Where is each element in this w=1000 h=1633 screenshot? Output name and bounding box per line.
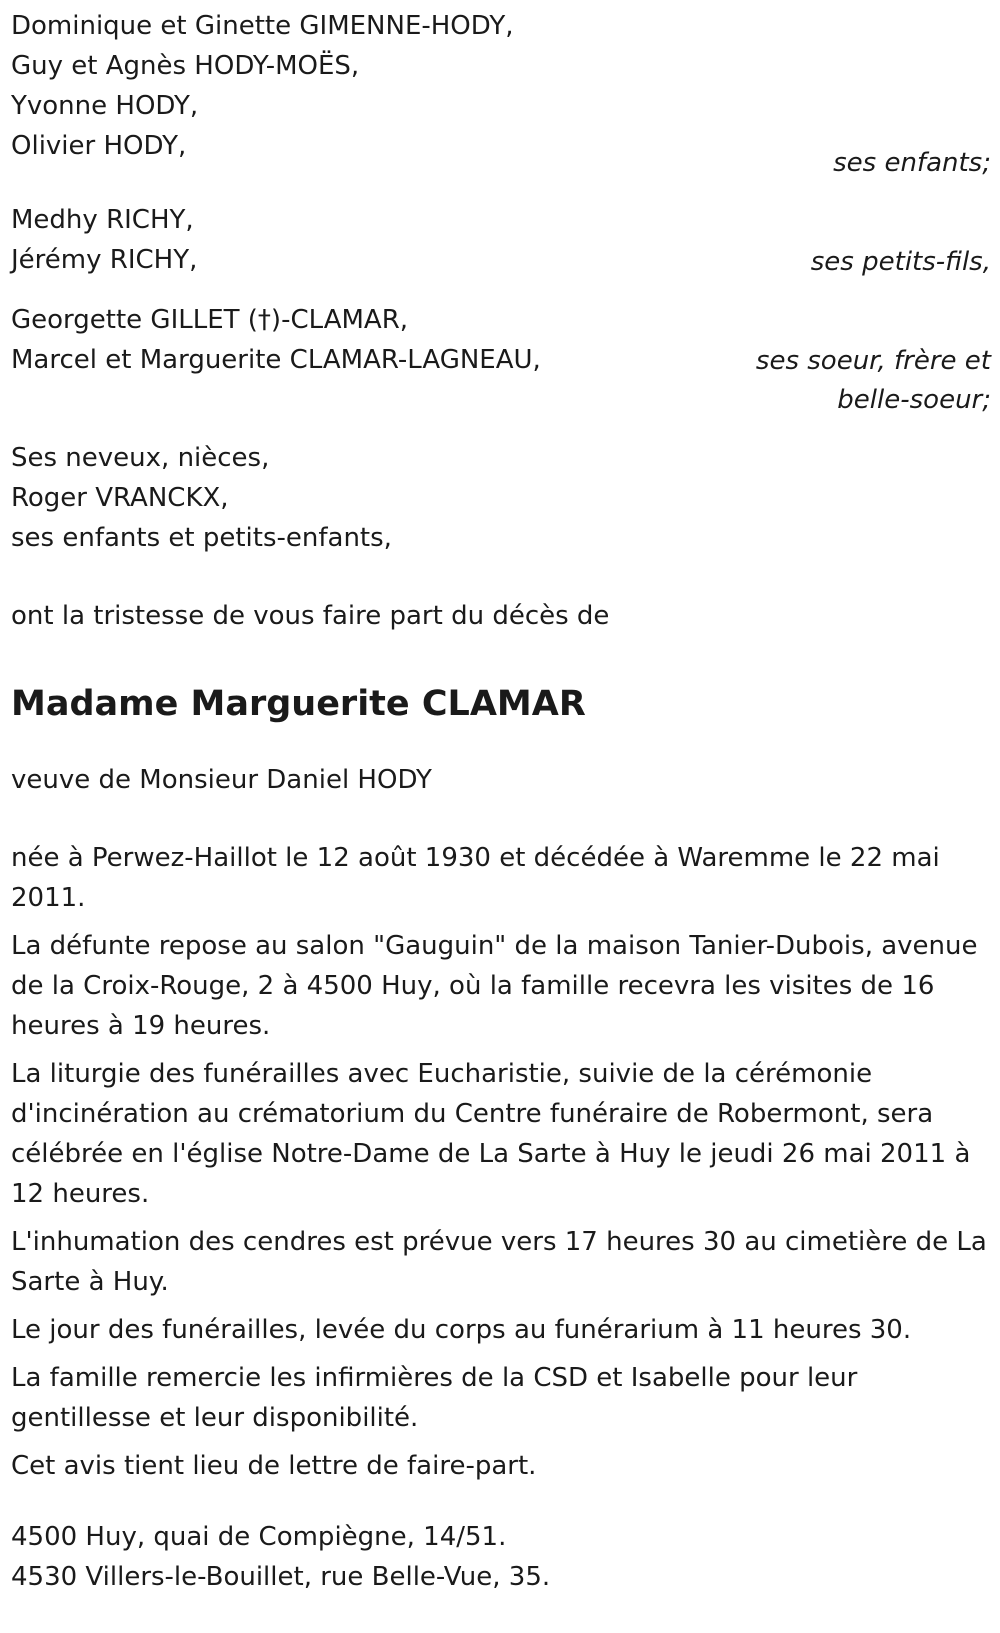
- burial-paragraph: L'inhumation des cendres est prévue vers 17 heures 30 au cimetière de La Sarte à Huy.: [11, 1227, 987, 1297]
- family-name-line: Dominique et Ginette GIMENNE-HODY,: [11, 11, 514, 41]
- birth-death-paragraph: née à Perwez-Haillot le 12 août 1930 et décédée à Waremme le 22 mai 2011.: [11, 843, 940, 913]
- deceased-name-heading: Madame Marguerite CLAMAR: [11, 684, 586, 724]
- family-name-line: Jérémy RICHY,: [11, 245, 198, 275]
- family-name-line: Olivier HODY,: [11, 131, 187, 161]
- family-name-line: Marcel et Marguerite CLAMAR-LAGNEAU,: [11, 345, 541, 375]
- family-name-line: Guy et Agnès HODY-MOËS,: [11, 51, 360, 81]
- notice-paragraph: Cet avis tient lieu de lettre de faire-part.: [11, 1451, 537, 1481]
- viewing-paragraph: La défunte repose au salon "Gauguin" de la maison Tanier-Dubois, avenue de la Croix-Rouge, 2 à 4500 Huy, où la famille recevra les visites de 16 heures à 19 heures.: [11, 931, 978, 1041]
- widow-of-text: veuve de Monsieur Daniel HODY: [11, 765, 432, 795]
- addresses-block: [11, 1517, 991, 1597]
- address-line: 4500 Huy, quai de Compiègne, 14/51.: [11, 1522, 507, 1552]
- relation-label-children: ses enfants;: [833, 148, 991, 178]
- thanks-paragraph: La famille remercie les infirmières de la CSD et Isabelle pour leur gentillesse et leur disponibilité.: [11, 1363, 858, 1433]
- address-line: 4530 Villers-le-Bouillet, rue Belle-Vue, 35.: [11, 1562, 551, 1592]
- funeral-day-paragraph: Le jour des funérailles, levée du corps au funérarium à 11 heures 30.: [11, 1315, 912, 1345]
- children-group: [11, 6, 991, 200]
- relation-label-siblings-line2: belle-soeur;: [837, 385, 991, 415]
- relation-label-grandchildren: ses petits-fils,: [810, 247, 991, 277]
- grandchildren-group: [11, 200, 991, 300]
- family-name-line: Roger VRANCKX,: [11, 483, 229, 513]
- liturgy-paragraph: La liturgie des funérailles avec Eucharistie, suivie de la cérémonie d'incinération au crématorium du Centre funéraire de Robermont, sera célébrée en l'église Notre-Dame de La Sarte à Huy le jeudi 26 mai 2011 à 12 heures.: [11, 1059, 971, 1209]
- obituary-details: [11, 838, 991, 1486]
- family-name-line: Medhy RICHY,: [11, 205, 194, 235]
- family-name-line: ses enfants et petits-enfants,: [11, 523, 392, 553]
- obituary-notice: [11, 6, 991, 1597]
- relation-label-siblings-line1: ses soeur, frère et: [755, 346, 991, 376]
- siblings-group: [11, 300, 991, 438]
- family-name-line: Georgette GILLET (†)-CLAMAR,: [11, 305, 409, 335]
- announcement-text: ont la tristesse de vous faire part du décès de: [11, 601, 610, 631]
- family-name-line: Ses neveux, nièces,: [11, 443, 270, 473]
- family-name-line: Yvonne HODY,: [11, 91, 199, 121]
- others-group: [11, 438, 991, 596]
